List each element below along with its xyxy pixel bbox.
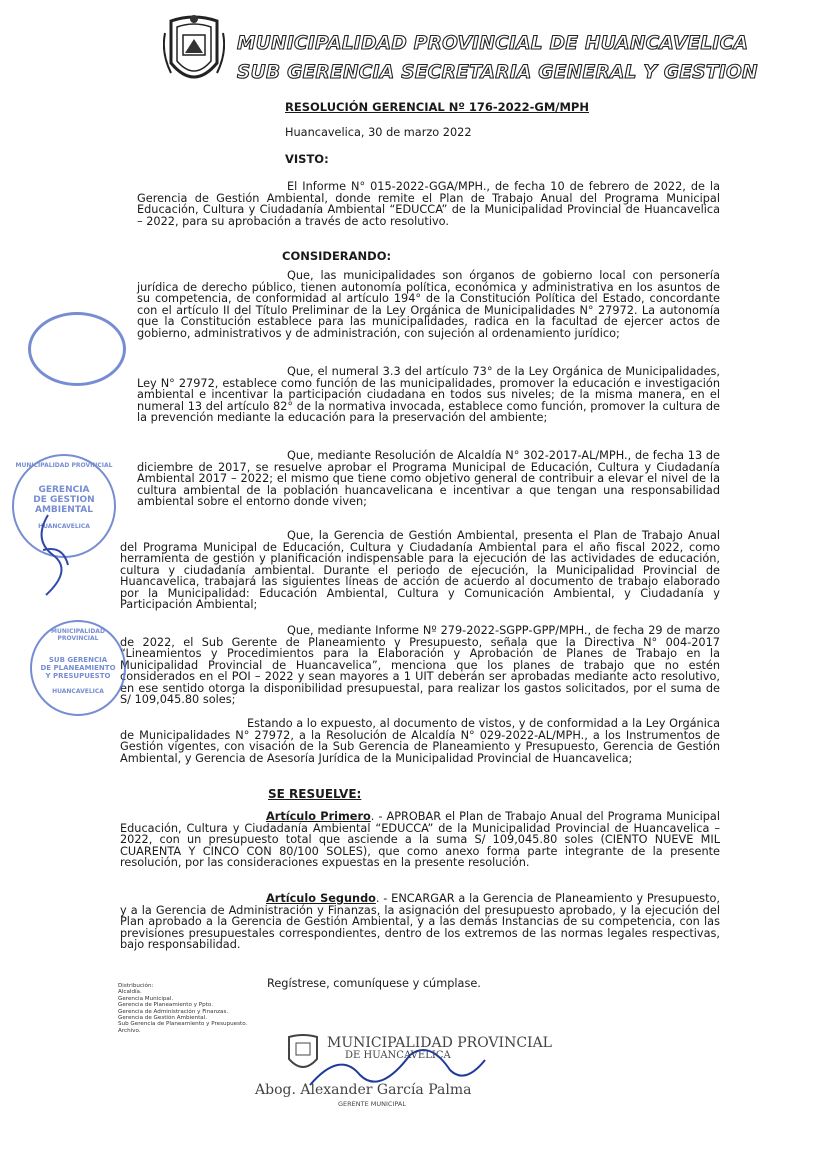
- list-item: Gerencia de Gestión Ambiental.: [118, 1015, 208, 1022]
- list-item: Gerencia Municipal.: [118, 995, 174, 1002]
- articulo-primero: [120, 811, 720, 869]
- closing-formula: Regístrese, comuníquese y cúmplase.: [267, 977, 481, 990]
- articulo-primero-text: . - APROBAR el Plan de Trabajo Anual del Programa Municipal Educación, Cultura y Ciudadanía Ambiental “EDUCCA” de la Municipalidad Provincial de Huancavelica – 2022, con un presupuesto total que asciende a la suma S/ 109,045.80 soles (CIENTO NUEVE MIL CUARENTA Y CINCO CON 80/100 SOLES), que como anexo forma parte integrante de la presente resolución, por las consideraciones expuestas en la presente resolución.: [120, 810, 720, 869]
- blank-seal-stamp: [28, 312, 126, 386]
- visto-paragraph: [137, 181, 720, 227]
- list-item: Gerencia de Planeamiento y Ppto.: [118, 1002, 214, 1009]
- signer-role: GERENTE MUNICIPAL: [338, 1100, 406, 1108]
- list-item: Gerencia de Administración y Finanzas.: [118, 1008, 229, 1015]
- list-item: Archivo.: [118, 1027, 141, 1034]
- margin-signature: [28, 510, 88, 600]
- considerando-paragraph-3: Que, mediante Resolución de Alcaldía N° 302-2017-AL/MPH., de fecha 13 de diciembre de 2017, se resuelve aprobar el Programa Municipal de Educación, Cultura y Ciudadanía Ambiental 2017 – 2022; el mismo que tiene como objetivo general de contribuir a elevar el nivel de la cultura ambiental de la población huancavelicana e incentivar a que tengan una responsabilidad ambiental sobre el entorno donde viven;: [137, 449, 720, 508]
- articulo-segundo: [120, 893, 720, 951]
- considerando-heading: CONSIDERANDO:: [282, 249, 392, 263]
- articulo-segundo-label: Artículo Segundo: [266, 892, 376, 905]
- considerando-paragraph-2: Que, el numeral 3.3 del artículo 73° de la Ley Orgánica de Municipalidades, Ley N° 27972, establece como función de las municipalidades, promover la educación e investigación ambiental e incentivar la participación ciudadana en todos sus niveles; de la misma manera, en el numeral 13 del artículo 82° de la normativa invocada, establece como función, promover la cultura de la prevención mediante la educación para la preservación del ambiente;: [137, 365, 720, 424]
- signature-entity-line1: MUNICIPALIDAD PROVINCIAL: [327, 1035, 552, 1051]
- list-item: Distribución:: [118, 983, 154, 989]
- gerencia-gestion-ambiental-stamp: MUNICIPALIDAD PROVINCIAL GERENCIA DE GESTION AMBIENTAL HUANCAVELICA: [12, 454, 116, 558]
- municipal-crest-logo: [163, 13, 225, 93]
- considerando-paragraph-4: Que, la Gerencia de Gestión Ambiental, presenta el Plan de Trabajo Anual del Programa Municipal de Educación, Cultura y Ciudadanía Ambiental para el año fiscal 2022, como herramienta de gestión y planificación indispensable para la ejecución de las actividades de educación, cultura y ciudadanía ambiental. Durante el periodo de ejecución, la Municipalidad Provincial de Huancavelica, trabajará las siguientes líneas de acción de acuerdo al documento de trabajo elaborado por la Municipalidad: Educación Ambiental, Cultura y Comunicación Ambiental, y Ciudadanía y Participación Ambiental;: [120, 529, 720, 611]
- se-resuelve-heading: SE RESUELVE:: [268, 787, 362, 801]
- header-title-line1: MUNICIPALIDAD PROVINCIAL DE HUANCAVELICA: [237, 33, 749, 54]
- place-date: Huancavelica, 30 de marzo 2022: [285, 126, 472, 139]
- articulo-segundo-text: . - ENCARGAR a la Gerencia de Planeamiento y Presupuesto, y a la Gerencia de Administración y Finanzas, la asignación del presupuesto aprobado, y la ejecución del Plan aprobado a la Gerencia de Gestión Ambiental, y a las demás Instancias de su competencia, con las previsiones presupuestales correspondientes, dentro de los extremos de las normas legales respectivas, bajo responsabilidad.: [120, 892, 720, 951]
- signature-entity-line2: DE HUANCAVELICA: [345, 1050, 451, 1061]
- list-item: Sub Gerencia de Planeamiento y Presupuesto.: [118, 1021, 248, 1028]
- visto-heading: VISTO:: [285, 152, 329, 166]
- considerando-paragraph-5: Que, mediante Informe Nº 279-2022-SGPP-GPP/MPH., de fecha 29 de marzo de 2022, el Sub Gerente de Planeamiento y Presupuesto, señala que la Directiva N° 004-2017 “Lineamientos y Procedimientos para la Elaboración y Aprobación de Planes de Trabajo en la Municipalidad Provincial de Huancavelica”, menciona que los planes de trabajo que no estén considerados en el POI – 2022 y sean mayores a 1 UIT deberán ser aprobadas mediante acto resolutivo, en ese sentido otorga la disponibilidad presupuestal, para realizar los gastos solicitados, por el suma de S/ 109,045.80 soles;: [120, 624, 720, 706]
- header-title-line2: SUB GERENCIA SECRETARIA GENERAL Y GESTION: [237, 62, 758, 83]
- sub-gerencia-planeamiento-stamp: MUNICIPALIDAD PROVINCIAL SUB GERENCIA DE PLANEAMIENTO Y PRESUPUESTO HUANCAVELICA: [30, 620, 126, 716]
- distribution-list: [118, 983, 288, 1034]
- resolution-title: RESOLUCIÓN GERENCIAL Nº 176-2022-GM/MPH: [285, 100, 589, 114]
- considerando-paragraph-6: Estando a lo expuesto, al documento de vistos, y de conformidad a la Ley Orgánica de Municipalidades N° 27972, a la Resolución de Alcaldía N° 029-2022-AL/MPH., a los Instrumentos de Gestión vigentes, con visación de la Sub Gerencia de Planeamiento y Presupuesto, Gerencia de Gestión Ambiental, y Gerencia de Asesoría Jurídica de la Municipalidad Provincial de Huancavelica;: [120, 717, 720, 765]
- articulo-primero-label: Artículo Primero: [266, 810, 371, 823]
- visto-text: El Informe N° 015-2022-GGA/MPH., de fecha 10 de febrero de 2022, de la Gerencia de Gestión Ambiental, donde remite el Plan de Trabajo Anual del Programa Municipal Educación, Cultura y Ciudadanía Ambiental “EDUCCA” de la Municipalidad Provincial de Huancavelica – 2022, para su aprobación a través de acto resolutivo.: [137, 180, 720, 228]
- signer-name: Abog. Alexander García Palma: [255, 1082, 472, 1098]
- list-item: Alcaldía.: [118, 989, 142, 996]
- considerando-paragraph-1: Que, las municipalidades son órganos de gobierno local con personería jurídica de derecho público, tienen autonomía política, económica y administrativa en los asuntos de su competencia, de conformidad al artículo 194° de la Constitución Política del Estado, concordante con el artículo II del Título Preliminar de la Ley Orgánica de Municipalidades N° 27972. La autonomía que la Constitución establece para las municipalidades, radica en la facultad de ejercer actos de gobierno, administrativos y de administración, con sujeción al ordenamiento jurídico;: [137, 269, 720, 340]
